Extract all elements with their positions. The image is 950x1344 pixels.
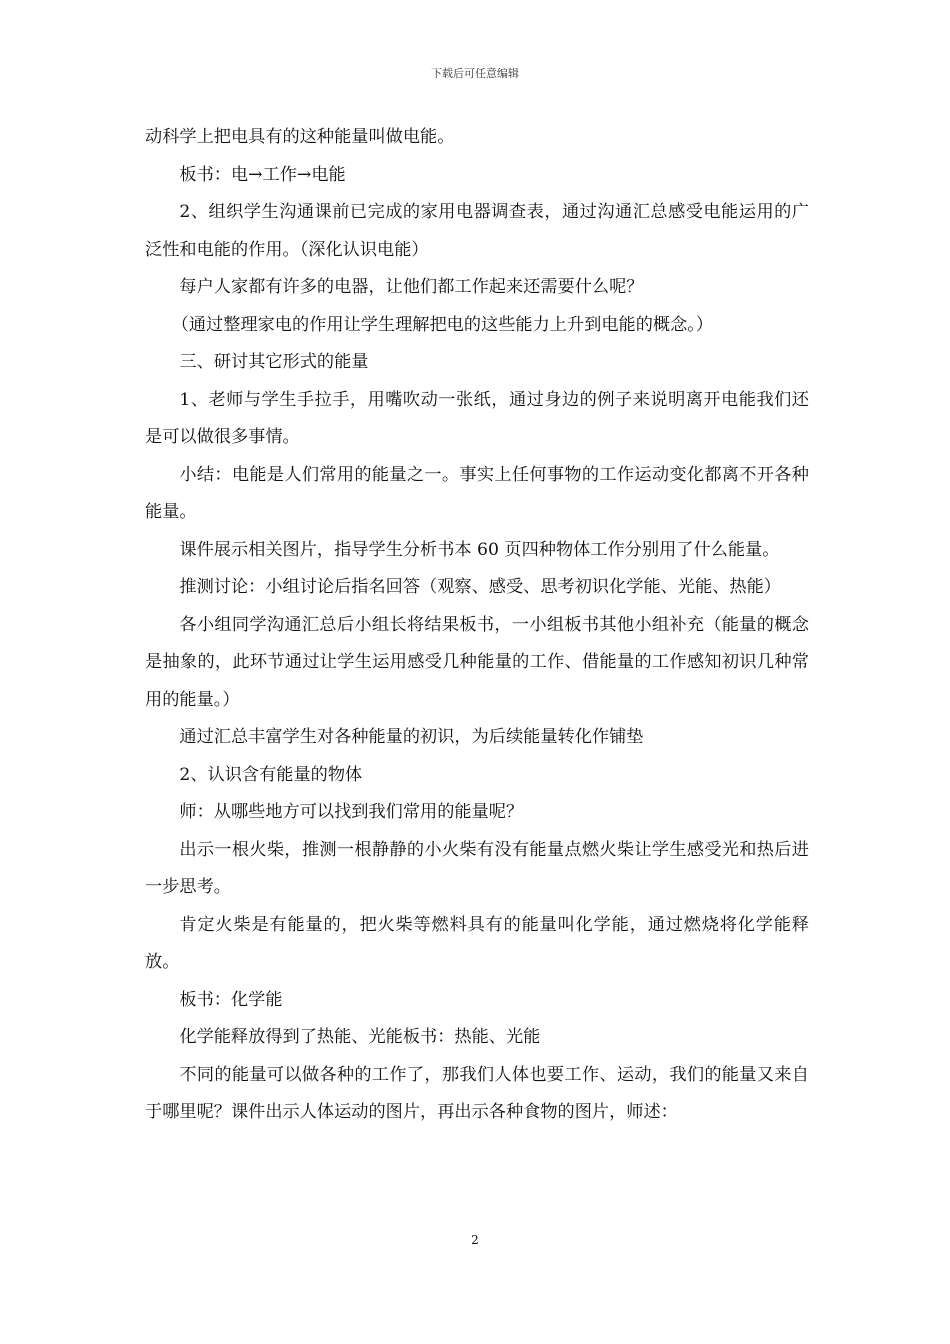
paragraph: （通过整理家电的作用让学生理解把电的这些能力上升到电能的概念。） [171, 314, 714, 335]
paragraph: 肯定火柴是有能量的，把火柴等燃料具有的能量叫化学能，通过燃烧将化学能释放。 [145, 914, 809, 972]
subsection-heading: 2、认识含有能量的物体 [179, 764, 363, 785]
paragraph: 每户人家都有许多的电器，让他们都工作起来还需要什么呢？ [179, 277, 644, 297]
paragraph: 通过汇总丰富学生对各种能量的初识，为后续能量转化作铺垫 [179, 727, 644, 747]
paragraph: 师：从哪些地方可以找到我们常用的能量呢？ [179, 802, 524, 822]
paragraph: 课件展示相关图片，指导学生分析书本 60 页四种物体工作分别用了什么能量。 [179, 539, 780, 560]
paragraph: 出示一根火柴，推测一根静静的小火柴有没有能量点燃火柴让学生感受光和热后进一步思考。 [145, 839, 809, 897]
paragraph: 板书：电→工作→电能 [179, 164, 346, 185]
section-heading: 三、研讨其它形式的能量 [179, 352, 369, 372]
page-number: 2 [471, 1233, 479, 1247]
page-header: 下载后可任意编辑 [431, 67, 519, 80]
paragraph: 不同的能量可以做各种的工作了，那我们人体也要工作、运动，我们的能量又来自于哪里呢？课件出示人体运动的图片，再出示各种食物的图片，师述： [145, 1064, 809, 1122]
paragraph: 板书：化学能 [179, 989, 283, 1010]
paragraph: 化学能释放得到了热能、光能板书：热能、光能 [179, 1027, 541, 1047]
document-body [145, 119, 809, 1132]
paragraph: 2、组织学生沟通课前已完成的家用电器调查表，通过沟通汇总感受电能运用的广泛性和电能的作用。（深化认识电能） [145, 202, 809, 260]
paragraph: 动科学上把电具有的这种能量叫做电能。 [145, 127, 455, 147]
paragraph: 小结：电能是人们常用的能量之一。事实上任何事物的工作运动变化都离不开各种能量。 [145, 464, 809, 522]
paragraph: 各小组同学沟通汇总后小组长将结果板书，一小组板书其他小组补充（能量的概念是抽象的，此环节通过让学生运用感受几种能量的工作、借能量的工作感知初识几种常用的能量。） [145, 614, 809, 710]
paragraph: 推测讨论：小组讨论后指名回答（观察、感受、思考初识化学能、光能、热能） [179, 577, 781, 597]
paragraph: 1、老师与学生手拉手，用嘴吹动一张纸，通过身边的例子来说明离开电能我们还是可以做很多事情。 [145, 389, 809, 447]
